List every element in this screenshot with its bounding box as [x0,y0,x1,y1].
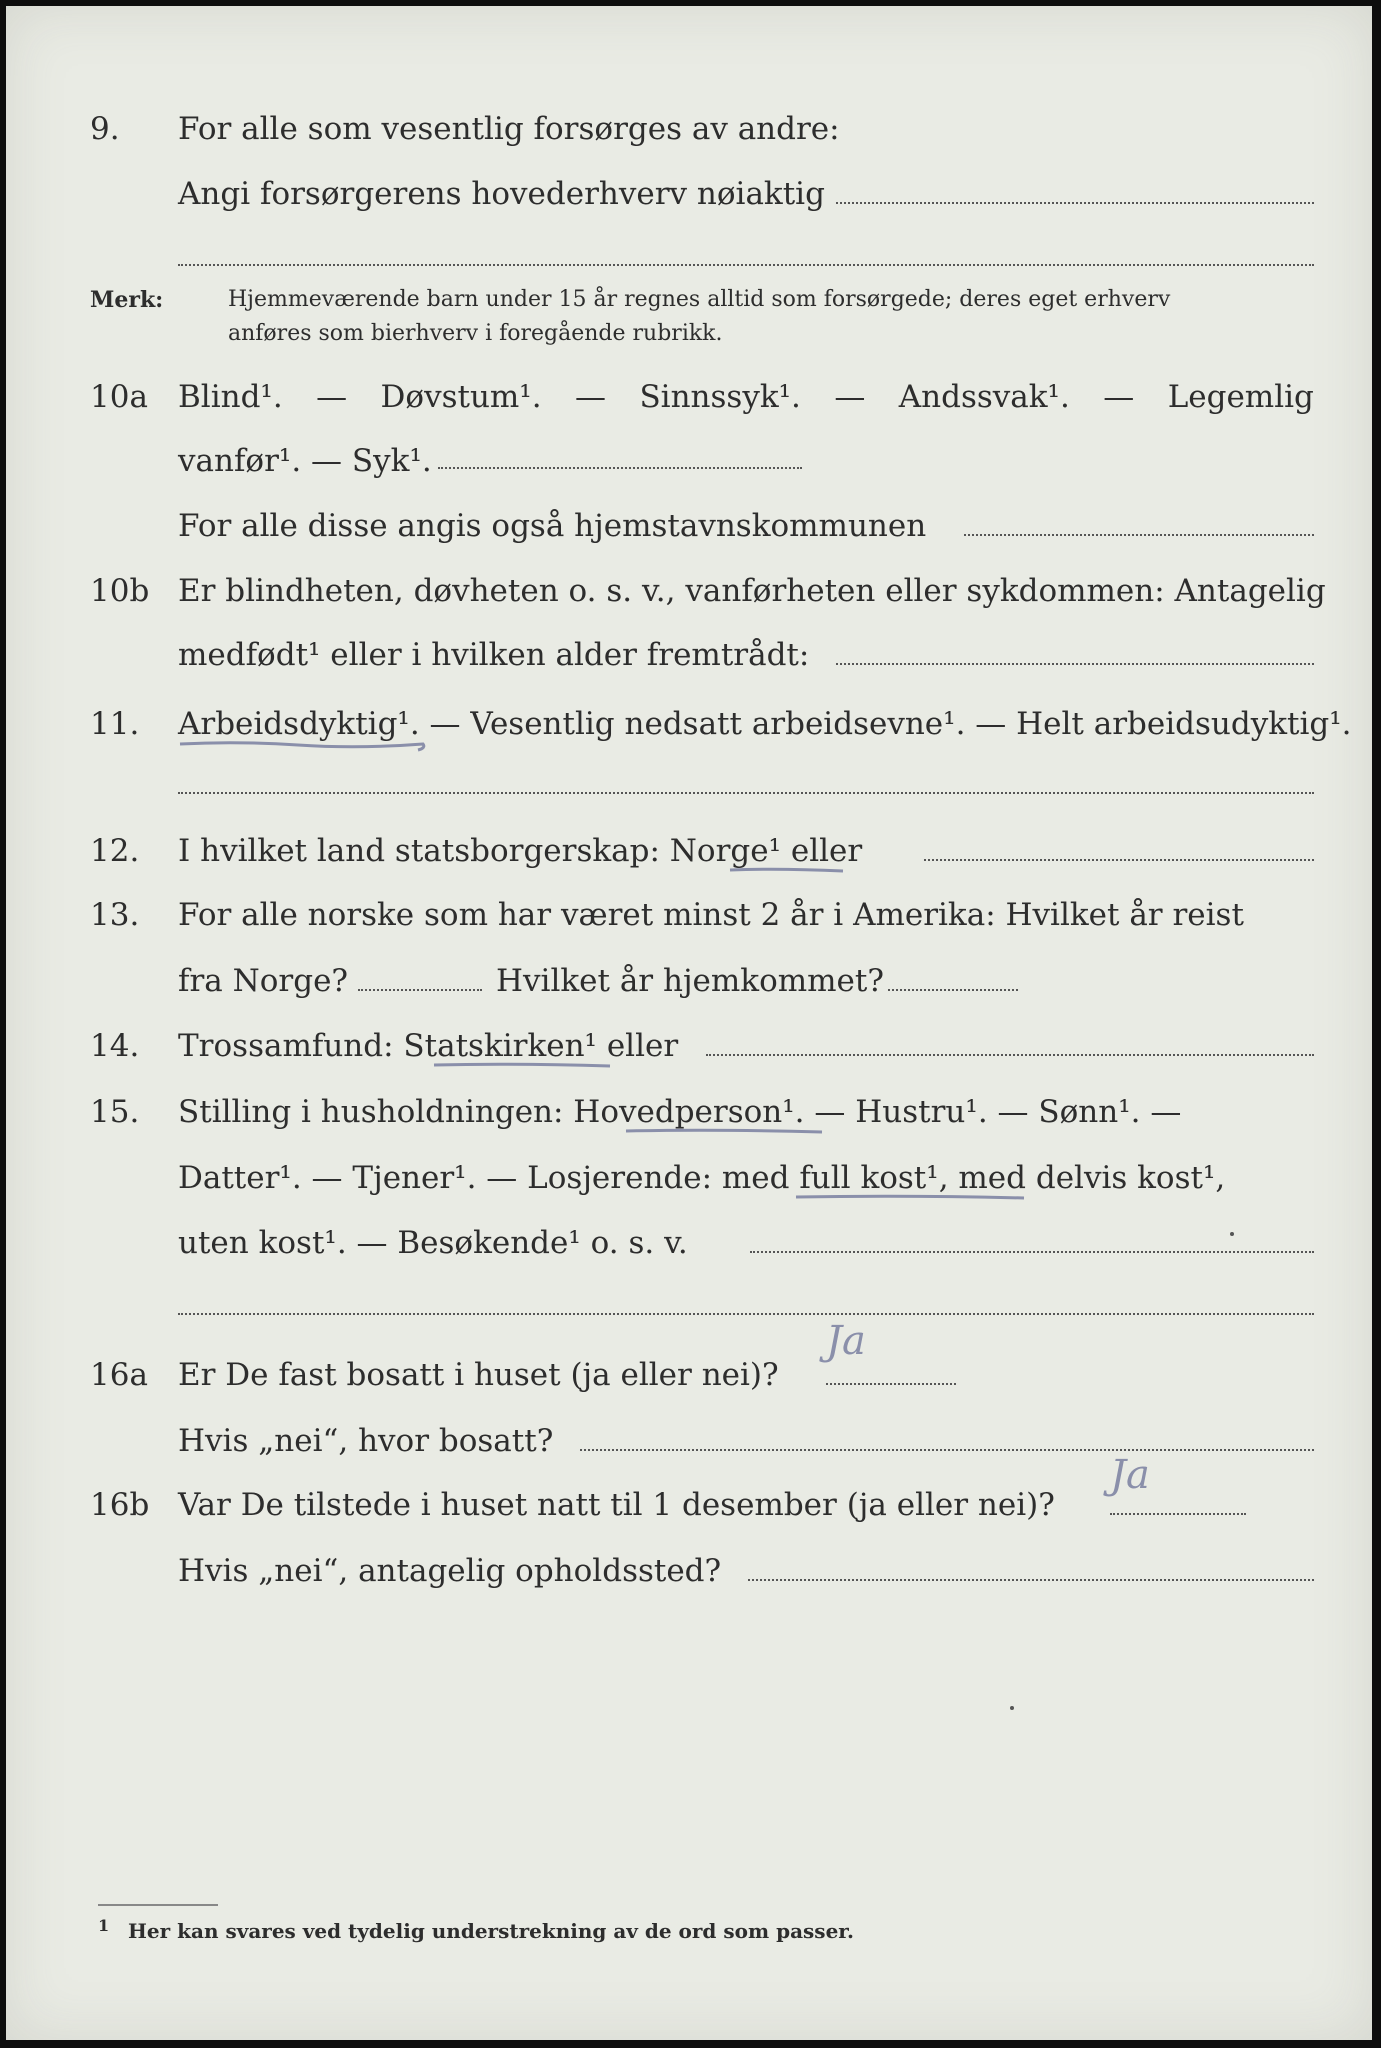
pencil-underline-arbeidsdyktig [178,738,428,752]
census-form-page [6,6,1372,2040]
answer-line-13a [358,989,482,991]
footnote-text: Her kan svares ved tydelig understrekning av de ord som passer. [128,1919,854,1943]
option-sinnssyk: Sinnssyk¹. [639,379,801,415]
question-text: Stilling i husholdningen: Hovedperson¹. — Hustru¹. — Sønn¹. — [178,1094,1182,1130]
question-text: Hvis „nei“, antagelig opholdssted? [178,1553,722,1589]
question-9-row-2 [6,169,1372,219]
question-number: 16b [90,1487,150,1523]
question-13-row [6,890,1372,940]
question-number: 16a [90,1357,148,1393]
answer-line-16a [826,1383,956,1385]
pencil-underline-med-full-kost [794,1192,1026,1204]
pencil-underline-hovedperson [624,1126,824,1138]
paper-speck [1230,1232,1234,1236]
question-text: Datter¹. — Tjener¹. — Losjerende: med full kost¹, med delvis kost¹, [178,1160,1226,1196]
question-text: Var De tilstede i huset natt til 1 desember (ja eller nei)? [178,1487,1055,1523]
question-14-row [6,1021,1372,1071]
question-text: vanfør¹. — Syk¹. [178,443,432,479]
answer-line-13b [888,989,1018,991]
option-blind: Blind¹. [178,379,283,415]
pencil-underline-statskirken [432,1060,612,1072]
handwritten-answer-16b: Ja [1110,1452,1150,1498]
answer-line-14 [706,1054,1314,1056]
answer-line-10b [836,663,1314,665]
answer-line-9b [178,264,1314,266]
answer-line-15b [178,1313,1314,1315]
question-text: uten kost¹. — Besøkende¹ o. s. v. [178,1225,688,1261]
question-10b-row-2 [6,630,1372,680]
question-number: 14. [90,1028,140,1064]
question-9-row [6,104,1372,154]
question-10a-row-2 [6,436,1372,486]
handwritten-answer-16a: Ja [826,1318,866,1364]
answer-line-16b [1110,1513,1246,1515]
answer-line-10a-b [964,534,1314,536]
question-text: fra Norge? [178,963,349,999]
dash: — [834,379,866,415]
dash: — [316,379,348,415]
option-legemlig: Legemlig [1167,379,1314,415]
footnote-rule [98,1904,218,1906]
question-number: 10a [90,379,148,415]
question-13-row-2 [6,956,1372,1006]
question-text: Angi forsørgerens hovederhverv nøiaktig [178,176,825,212]
question-text: For alle disse angis også hjemstavnskommunen [178,508,927,544]
question-text: For alle som vesentlig forsørges av andre: [178,111,840,147]
answer-line-15 [750,1251,1314,1253]
question-number: 9. [90,111,120,147]
question-number: 10b [90,573,150,609]
answer-line-11 [178,792,1314,794]
question-16a-row-2 [6,1416,1372,1466]
footnote-mark: 1 [98,1916,110,1935]
question-text: medfødt¹ eller i hvilken alder fremtrådt: [178,637,810,673]
dash: — [575,379,607,415]
pencil-underline-norge [728,865,846,877]
question-10a-row [6,372,1372,422]
note-label: Merk: [90,287,164,313]
question-text: Trossamfund: Statskirken¹ eller [178,1028,679,1064]
answer-line-10a [438,467,802,469]
question-16a-row [6,1350,1372,1400]
question-15-row-2 [6,1153,1372,1203]
paper-speck [1010,1706,1014,1710]
question-text [178,372,1314,422]
question-16b-row-2 [6,1546,1372,1596]
answer-line-16b-b [748,1579,1314,1581]
option-dovstum: Døvstum¹. [380,379,542,415]
question-text: Er De fast bosatt i huset (ja eller nei)? [178,1357,779,1393]
answer-line-12 [924,859,1314,861]
note-text: Hjemmeværende barn under 15 år regnes alltid som forsørgede; deres eget erhverv [228,287,1171,312]
question-10a-row-3 [6,501,1372,551]
question-15-row-3 [6,1218,1372,1268]
question-12-row [6,826,1372,876]
question-number: 12. [90,833,140,869]
question-10b-row [6,566,1372,616]
question-16b-row [6,1480,1372,1530]
note-text-2: anføres som bierhverv i foregående rubrikk. [228,321,723,346]
question-text: Er blindheten, døvheten o. s. v., vanførheten eller sykdommen: Antagelig [178,573,1326,609]
dash: — [1103,379,1135,415]
answer-line-16a-b [580,1449,1314,1451]
question-text: I hvilket land statsborgerskap: Norge¹ eller [178,833,863,869]
question-text: For alle norske som har været minst 2 år i Amerika: Hvilket år reist [178,897,1244,933]
question-text: Hvis „nei“, hvor bosatt? [178,1423,554,1459]
question-number: 13. [90,897,140,933]
question-text: Hvilket år hjemkommet? [496,963,884,999]
option-andssvak: Andssvak¹. [898,379,1070,415]
question-number: 11. [90,706,140,742]
question-text: Arbeidsdyktig¹. — Vesentlig nedsatt arbeidsevne¹. — Helt arbeidsudyktig¹. [178,706,1352,742]
question-number: 15. [90,1094,140,1130]
answer-line-9 [836,202,1314,204]
